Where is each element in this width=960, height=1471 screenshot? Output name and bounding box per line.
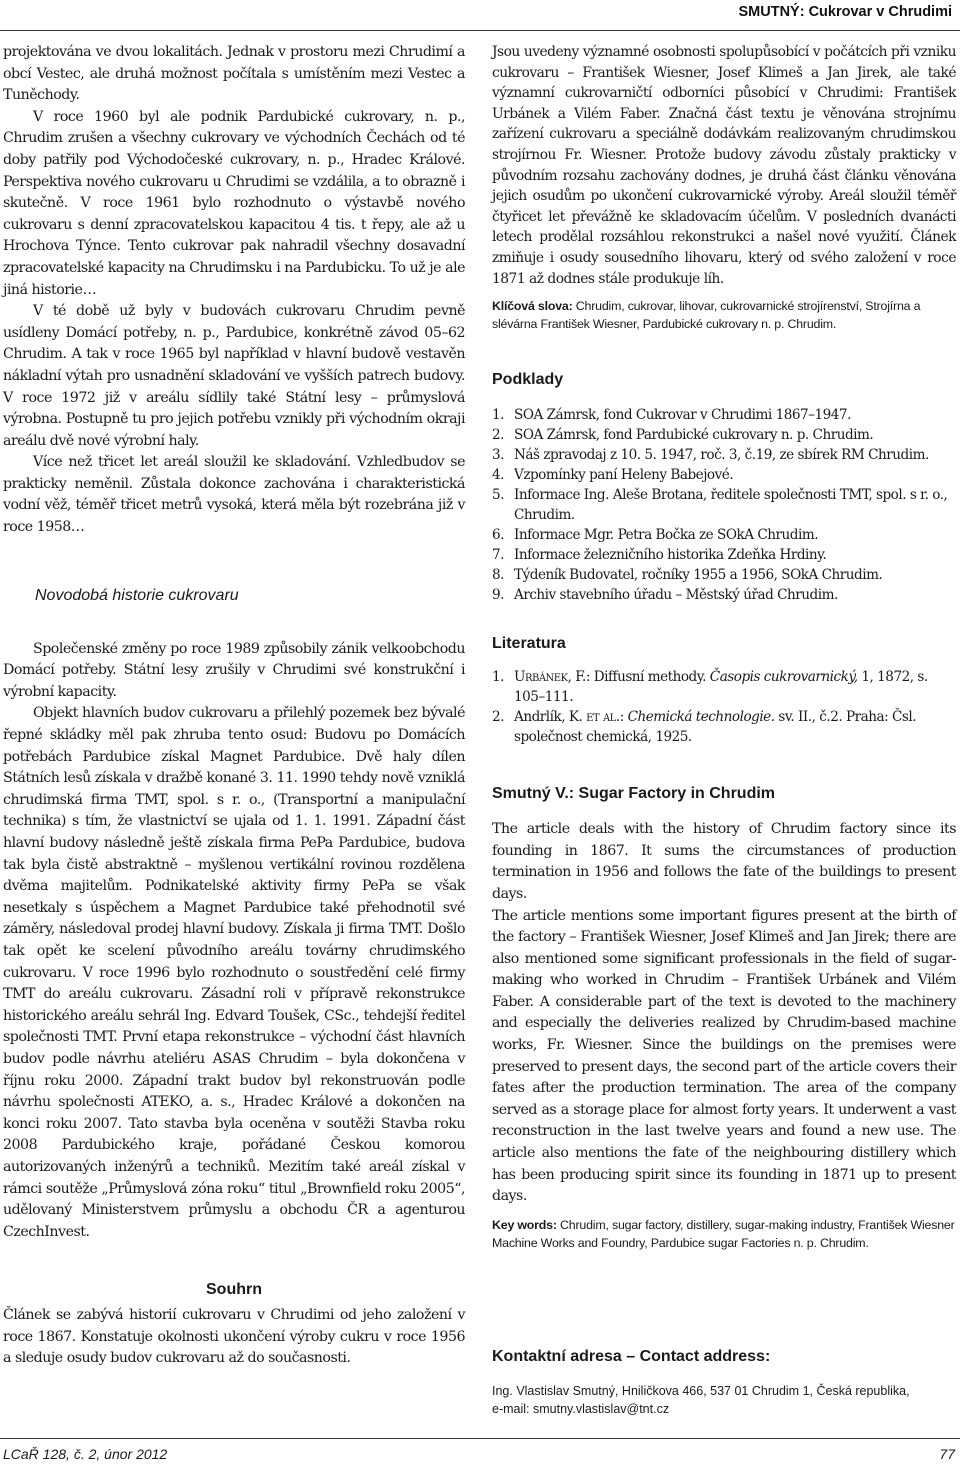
left-paragraph-4: Více než třicet let areál sloužil ke skladování. Vzhledbudov se prakticky neměnil. Zůstala dokonce zachována i charakteristická vodní věž, téměř třicet metrů vysoká, která měla být rozebrána již v roce 1958… — [3, 454, 465, 536]
podklady-item-number: 3. — [492, 447, 504, 464]
literatura-item-number: 1. — [492, 669, 504, 686]
keywords-cz-label: Klíčová slova: — [492, 299, 573, 314]
keywords-cz-text: Chrudim, cukrovar, lihovar, cukrovarnické strojírenství, Strojírna a slévárna František Wiesner, Pardubické cukrovary n. p. Chrudim. — [492, 299, 921, 332]
podklady-item — [492, 525, 956, 545]
literatura-item — [492, 667, 956, 707]
keywords-cz — [492, 297, 956, 333]
running-header — [0, 0, 960, 31]
podklady-item-number: 1. — [492, 407, 504, 424]
podklady-item-text: Náš zpravodaj z 10. 5. 1947, roč. 3, č.19, ze sbírek RM Chrudim. — [514, 447, 929, 464]
podklady-item — [492, 425, 956, 445]
podklady-item-text: Informace železničního historika Zdeňka Hrdiny. — [514, 547, 827, 564]
english-summary-title: Smutný V.: Sugar Factory in Chrudim — [492, 785, 776, 803]
podklady-item — [492, 565, 956, 585]
keywords-en — [492, 1216, 956, 1252]
podklady-item-text: SOA Zámrsk, fond Cukrovar v Chrudimi 1867–1947. — [514, 407, 851, 424]
page-number: 77 — [939, 1446, 955, 1462]
podklady-item-number: 2. — [492, 427, 504, 444]
podklady-item-number: 5. — [492, 487, 504, 504]
podklady-item-text: Týdeník Budovatel, ročníky 1955 a 1956, SOkA Chrudim. — [514, 567, 883, 584]
podklady-item — [492, 485, 956, 525]
contact-title: Kontaktní adresa – Contact address: — [492, 1347, 771, 1365]
podklady-item-text: Informace Ing. Aleše Brotana, ředitele společnosti TMT, spol. s r. o., Chrudim. — [514, 487, 948, 524]
podklady-item — [492, 445, 956, 465]
podklady-item — [492, 545, 956, 565]
podklady-item — [492, 585, 956, 605]
podklady-item-text: Vzpomínky paní Heleny Babejové. — [514, 467, 734, 484]
podklady-item-text: Archiv stavebního úřadu – Městský úřad Chrudim. — [514, 587, 838, 604]
right-column — [492, 42, 956, 1418]
lit1-journal: Časopis cukrovarnický, — [709, 669, 858, 686]
podklady-item-number: 9. — [492, 587, 504, 604]
literatura-list — [492, 667, 956, 747]
podklady-item — [492, 465, 956, 485]
podklady-item-text: Informace Mgr. Petra Bočka ze SOkA Chrudim. — [514, 527, 819, 544]
souhrn-title: Souhrn — [206, 1281, 262, 1299]
contact-address: Ing. Vlastislav Smutný, Hniličkova 466, 537 01 Chrudim 1, Česká republika, — [492, 1383, 910, 1398]
lit1-author: Urbánek, F. — [514, 669, 586, 686]
abstract-cz: Jsou uvedeny významné osobnosti spolupůsobící v počátcích při vzniku cukrovaru – František Wiesner, Josef Klimeš a Jan Jirek, ale také významní cukrovarničtí odborníci působící v Chrudimi: František Urbánek a Vilém Faber. Značná část textu je věnována strojnímu zařízení cukrovaru a speciálně dodávkám realizovaným chrudimskou strojírnou Fr. Wiesner. Protože budovy závodu zůstaly prakticky v původním rozsahu zachovány dodnes, je druhá část článku věnována jejich osudům po ukončení cukrovarnické výroby. Areál sloužil téměř čtyřicet let převážně ke skladovacím účelům. V posledních dvanácti letech prodělal rozsáhlou rekonstrukci a našel nové využití. Článek zmiňuje i osudy sousedního lihovaru, který od svého založení v roce 1871 až dodnes stále produkuje líh. — [492, 44, 956, 287]
contact-email: e-mail: smutny.vlastislav@tnt.cz — [492, 1401, 670, 1416]
podklady-title: Podklady — [492, 371, 564, 389]
left-paragraph-5: Společenské změny po roce 1989 způsobily zánik velkoobchodu Domácí potřeby. Státní lesy zrušily v Chrudimi své konstrukční i výrobní kapacity. — [3, 640, 465, 700]
podklady-item-number: 7. — [492, 547, 504, 564]
running-title: SMUTNÝ: Cukrovar v Chrudimi — [738, 4, 952, 20]
podklady-list — [492, 405, 956, 605]
footer-journal: LCaŘ 128, č. 2, únor 2012 — [3, 1446, 168, 1462]
literatura-item — [492, 707, 956, 747]
lit1-details: 1, 1872, s. 105–111. — [514, 669, 928, 706]
podklady-item-number: 6. — [492, 527, 504, 544]
left-paragraph-3: V té době už byly v budovách cukrovaru Chrudim pevně usídleny Domácí potřeby, n. p., Pardubice, konkrétně závod 05–62 Chrudim. A tak v roce 1965 byl například v hlavní budově vestavěn nákladní výtah pro usnadnění skladování ve vyšších patrech budovy. V roce 1972 již v areálu sídlily také Státní lesy – průmyslová výrobna. Postupně tu pro jejich potřebu vznikly při východním okraji areálu dvě nové výrobní haly. — [3, 303, 465, 449]
keywords-en-label: Key words: — [492, 1217, 557, 1232]
lit2-colon: : — [619, 709, 624, 726]
footer-divider — [0, 1438, 960, 1439]
section-title-modern-history: Novodobá historie cukrovaru — [35, 586, 239, 604]
keywords-en-text: Chrudim, sugar factory, distillery, sugar-making industry, František Wiesner Machine Works and Foundry, Pardubice sugar Factories n. p. Chrudim. — [492, 1217, 955, 1250]
left-paragraph-2: V roce 1960 byl ale podnik Pardubické cukrovary, n. p., Chrudim zrušen a všechny cukrovary ve východních Čechách od té doby patřily pod Východočeské cukrovary, n. p., Hradec Králové. Perspektiva nového cukrovaru u Chrudimi se vzdálila, a to obrazně i skutečně. V roce 1961 bylo rozhodnuto o výstavbě nového cukrovaru s denní zpracovatelskou kapacitou 4 tis. t řepy, ale až u Hrochova Týnce. Tento cukrovar pak nahradil všechny dosavadní zpracovatelské kapacity na Chrudimsku i na Pardubicku. To už je ale jiná historie… — [3, 108, 465, 298]
literatura-title: Literatura — [492, 635, 566, 653]
english-summary-paragraph-1: The article deals with the history of Chrudim factory since its founding in 1867. It sums the circumstances of production termination in 1956 and follows the fate of the buildings to present days. — [492, 821, 956, 902]
english-summary-paragraph-2: The article mentions some important figures present at the birth of the factory – František Wiesner, Josef Klimeš and Jan Jirek; there are also mentioned some significant professionals in the field of sugar-making who worked in Chrudim – František Urbánek and Vilém Faber. A considerable part of the text is devoted to the machinery and especially the deliveries realized by Chrudim-based machine works, Fr. Wiesner. Since the buildings on the premises were preserved to present days, the second part of the article covers their fates after the production termination. The area of the company served as a storage place for almost forty years. It underwent a vast reconstruction in the last twelve years and found a new use. The article also mentions the fate of the neighbouring distillery which has been producing spirit since its founding in 1871 up to present days. — [492, 907, 956, 1205]
souhrn-text: Článek se zabývá historií cukrovaru v Chrudimi od jeho založení v roce 1867. Konstatuje okolnosti ukončení výroby cukru v roce 1956 a sleduje osudy budov cukrovaru až do současnosti. — [3, 1307, 465, 1367]
lit1-title: : Diffusní methody. — [585, 669, 706, 686]
podklady-item — [492, 405, 956, 425]
podklady-item-number: 4. — [492, 467, 504, 484]
lit2-book: Chemická technologie. — [627, 709, 775, 726]
lit2-et-al: et al. — [586, 709, 620, 726]
left-column — [3, 42, 465, 1370]
podklady-item-text: SOA Zámrsk, fond Pardubické cukrovary n. p. Chrudim. — [514, 427, 874, 444]
left-paragraph-6: Objekt hlavních budov cukrovaru a přilehlý pozemek bez bývalé řepné skládky měl pak zhruba tento osud: Budovu po Domácích potřebách Pardubice získal Magnet Pardubice. Dvě haly dílen Státních lesů získala v dražbě konané 3. 11. 1990 tehdy nově vzniklá chrudimská firma TMT, spol. s r. o., (Transportní a manipulační technika) s tím, že vlastnictví se ujala od 1. 1. 1991. Západní část hlavní budovy následně ještě získala firma PePa Pardubice, budova tak byla čistě abstraktně – myšlenou vertikální rovinou rozdělena dvěma majitelům. Podnikatelské aktivity firmy PePa se však nesetkaly s úspěchem a Magnet Pardubice také přehodnotil své záměry, následoval prodej hlavní budovy. Získala ji firma TMT. Došlo tak opět ke scelení původního areálu továrny chrudimského cukrovaru. V roce 1996 bylo rozhodnuto o soustředění celé firmy TMT do areálu cukrovaru. Zásadní roli v přípravě rekonstrukce historického areálu sehrál Ing. Edvard Toušek, CSc., tehdejší ředitel společnosti TMT. První etapa rekonstrukce – východní část hlavních budov podle návrhu ateliéru ASAS Chrudim – byla dokončena v říjnu roku 2000. Západní trakt budov byl rekonstruován podle návrhu společnosti ATEKO, a. s., Hradec Králové a dokončen na konci roku 2007. Tato stavba byla oceněna v soutěži Stavba roku 2008 Pardubického kraje, pořádané Českou komorou autorizovaných inženýrů a techniků. Mezitím také areál získal v rámci soutěže „Průmyslová zóna roku“ titul „Brownfield roku 2005“, udělovaný Ministerstvem průmyslu a obchodu ČR a agenturou CzechInvest. — [3, 705, 465, 1240]
lit2-details: sv. II., č.2. Praha: Čsl. společnost chemická, 1925. — [514, 709, 917, 746]
podklady-item-number: 8. — [492, 567, 504, 584]
left-paragraph-1: projektována ve dvou lokalitách. Jednak v prostoru mezi Chrudimí a obcí Vestec, ale druhá možnost počítala s umístěním mezi Vestec a Tuněchody. — [3, 44, 465, 104]
lit2-author: Andrlík, K. — [514, 709, 583, 726]
literatura-item-number: 2. — [492, 709, 504, 726]
